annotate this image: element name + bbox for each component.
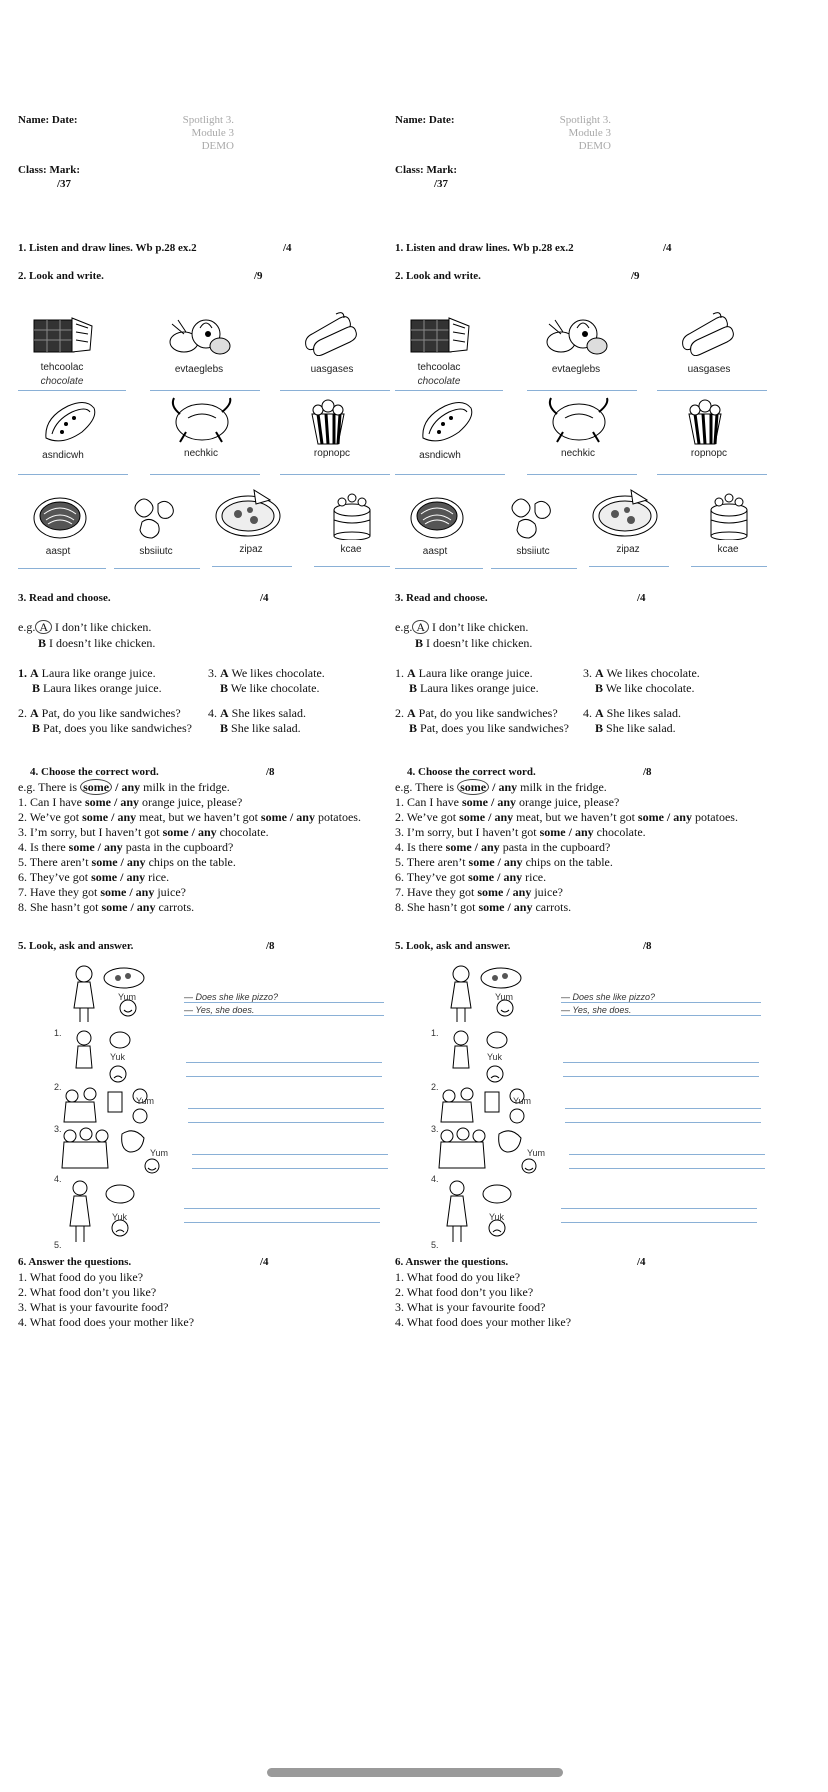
pasta-icon: [409, 494, 465, 540]
section2-score: /9: [631, 270, 640, 282]
word-2: evtaeglebs: [174, 364, 224, 375]
s3-q2-b[interactable]: B Pat, does you like sandwiches?: [409, 721, 569, 735]
example-answer: chocolate: [417, 376, 461, 387]
answer-line-1[interactable]: [395, 390, 503, 391]
s5-line-2b[interactable]: [188, 1122, 384, 1123]
answer-line-2[interactable]: [527, 390, 637, 391]
biscuits-icon: [128, 494, 180, 542]
sausages-icon: [300, 312, 360, 356]
section4-title: 4. Choose the correct word.: [30, 766, 159, 778]
s5-mood-2: Yum: [513, 1096, 532, 1106]
cake-icon: [328, 488, 376, 540]
s5-mood-1: Yuk: [110, 1052, 126, 1062]
section2-score: /9: [254, 270, 263, 282]
s5-mood-0: Yum: [118, 992, 137, 1002]
word-3: uasgases: [310, 364, 354, 375]
s3-q3-a[interactable]: 3. A We likes chocolate.: [208, 666, 325, 680]
s3-q4-a[interactable]: 4. A She likes salad.: [583, 706, 681, 720]
s5-line-1a[interactable]: [563, 1062, 759, 1063]
s5-line-0b: [184, 1015, 384, 1016]
s5-line-4b[interactable]: [561, 1222, 757, 1223]
s3-q3-b[interactable]: B We like chocolate.: [220, 681, 320, 695]
s5-line-4a[interactable]: [561, 1208, 757, 1209]
s5-example-answer: — Yes, she does.: [184, 1005, 255, 1015]
food-picture-grid: [395, 310, 767, 574]
word-9: zipaz: [616, 544, 640, 555]
popcorn-icon: [685, 396, 725, 446]
s5-mood-4: Yuk: [112, 1212, 128, 1222]
s5-example-question: — Does she like pizzo?: [184, 992, 279, 1002]
section4-score: /8: [266, 766, 275, 778]
section1-title: 1. Listen and draw lines. Wb p.28 ex.2: [395, 242, 574, 254]
s3-example-a: e.g. A I don’t like chicken.: [18, 620, 152, 634]
section1-title: 1. Listen and draw lines. Wb p.28 ex.2: [18, 242, 197, 254]
s5-num-2: 2.: [54, 1082, 62, 1092]
section3-title: 3. Read and choose.: [395, 592, 488, 604]
worksheet-left: [18, 0, 408, 1792]
s5-mood-2: Yum: [136, 1096, 155, 1106]
s5-line-0b: [561, 1015, 761, 1016]
word-10: kcae: [717, 544, 739, 555]
s5-line-0a: [184, 1002, 384, 1003]
answer-line-4[interactable]: [18, 474, 128, 475]
s6-questions: [18, 1270, 194, 1330]
s4-line-2[interactable]: 2. We’ve got some / any meat, but we haven’t got some / any potatoes.: [395, 810, 738, 824]
example-answer: chocolate: [40, 376, 84, 387]
word-4: asndicwh: [42, 450, 84, 461]
s4-line-6[interactable]: 6. They’ve got some / any rice.: [18, 870, 170, 884]
demo-label: DEMO: [201, 140, 234, 152]
s6-question-2: 2. What food don’t you like?: [18, 1285, 157, 1299]
section5-title: 5. Look, ask and answer.: [395, 940, 511, 952]
word-1: tehcoolac: [417, 362, 461, 373]
answer-line-9[interactable]: [212, 566, 292, 567]
name-date-label: Name: Date:: [18, 114, 78, 126]
sandwich-icon: [419, 398, 477, 446]
s3-q4-b[interactable]: B She like salad.: [595, 721, 676, 735]
chocolate-icon: [32, 314, 96, 356]
s4-line-2[interactable]: 2. We’ve got some / any meat, but we haven’t got some / any potatoes.: [18, 810, 361, 824]
section6-title: 6. Answer the questions.: [395, 1256, 509, 1268]
answer-line-9[interactable]: [589, 566, 669, 567]
demo-label: DEMO: [578, 140, 611, 152]
s4-line-7[interactable]: 7. Have they got some / any juice?: [395, 885, 563, 899]
s5-num-4: 4.: [54, 1174, 62, 1184]
section5-score: /8: [266, 940, 275, 952]
s4-example: e.g. There is some / any milk in the fridge.: [18, 780, 230, 794]
spotlight-label: Spotlight 3.: [182, 114, 234, 126]
s5-num-5: 5.: [431, 1240, 439, 1250]
s6-question-4: 4. What food does your mother like?: [18, 1315, 195, 1329]
answer-line-4[interactable]: [395, 474, 505, 475]
s5-line-2a[interactable]: [565, 1108, 761, 1109]
s6-question-3: 3. What is your favourite food?: [395, 1300, 546, 1314]
spotlight-label: Spotlight 3.: [559, 114, 611, 126]
answer-line-1[interactable]: [18, 390, 126, 391]
circled-answer: A: [35, 620, 52, 634]
s3-q3-a[interactable]: 3. A We likes chocolate.: [583, 666, 700, 680]
s6-questions: [395, 1270, 571, 1330]
s4-line-6[interactable]: 6. They’ve got some / any rice.: [395, 870, 547, 884]
s5-line-1b[interactable]: [186, 1076, 382, 1077]
s5-num-3: 3.: [431, 1124, 439, 1134]
answer-line-3[interactable]: [280, 390, 390, 391]
pizza-icon: [214, 486, 284, 538]
word-5: nechkic: [184, 448, 218, 459]
s5-mood-3: Yum: [150, 1148, 169, 1158]
s6-question-1: 1. What food do you like?: [18, 1270, 144, 1284]
popcorn-icon: [308, 396, 348, 446]
word-6: ropnopc: [690, 448, 728, 459]
s4-line-4[interactable]: 4. Is there some / any pasta in the cupboard?: [18, 840, 234, 854]
word-7: aaspt: [45, 546, 71, 557]
s5-line-3a[interactable]: [192, 1154, 388, 1155]
word-1: tehcoolac: [40, 362, 84, 373]
s4-line-4[interactable]: 4. Is there some / any pasta in the cupboard?: [395, 840, 611, 854]
s5-num-1: 1.: [54, 1028, 62, 1038]
s5-line-3b[interactable]: [569, 1168, 765, 1169]
s5-example-answer: — Yes, she does.: [561, 1005, 632, 1015]
answer-line-5[interactable]: [527, 474, 637, 475]
pizza-icon: [591, 486, 661, 538]
s5-picture-panel: [431, 964, 765, 1250]
answer-line-10[interactable]: [691, 566, 767, 567]
s4-line-3[interactable]: 3. I’m sorry, but I haven’t got some / any chocolate.: [18, 825, 269, 839]
pasta-icon: [32, 494, 88, 540]
spotlight-watermark: [531, 114, 611, 153]
section3-title: 3. Read and choose.: [18, 592, 111, 604]
s5-line-2b[interactable]: [565, 1122, 761, 1123]
s5-line-2a[interactable]: [188, 1108, 384, 1109]
answer-line-8[interactable]: [491, 568, 577, 569]
word-6: ropnopc: [313, 448, 351, 459]
s5-figures-icon: [435, 964, 555, 1248]
sandwich-icon: [42, 398, 100, 446]
word-3: uasgases: [687, 364, 731, 375]
class-mark-label: Class: Mark:: [395, 164, 458, 176]
s6-question-1: 1. What food do you like?: [395, 1270, 521, 1284]
s5-num-3: 3.: [54, 1124, 62, 1134]
s4-lines: [18, 780, 361, 915]
answer-line-6[interactable]: [280, 474, 390, 475]
s3-q4-a[interactable]: 4. A She likes salad.: [208, 706, 306, 720]
answer-line-5[interactable]: [150, 474, 260, 475]
s5-line-3a[interactable]: [569, 1154, 765, 1155]
s4-example: e.g. There is some / any milk in the fridge.: [395, 780, 607, 794]
section6-score: /4: [637, 1256, 646, 1268]
s6-question-4: 4. What food does your mother like?: [395, 1315, 572, 1329]
s3-q1-b[interactable]: B Laura likes orange juice.: [32, 681, 162, 695]
word-8: sbsiiutc: [139, 546, 173, 557]
biscuits-icon: [505, 494, 557, 542]
s5-mood-1: Yuk: [487, 1052, 503, 1062]
s5-figures-icon: [58, 964, 178, 1248]
spotlight-watermark: [154, 114, 234, 153]
section1-score: /4: [663, 242, 672, 254]
chocolate-icon: [409, 314, 473, 356]
module-label: Module 3: [191, 127, 234, 139]
word-8: sbsiiutc: [516, 546, 550, 557]
section2-title: 2. Look and write.: [18, 270, 104, 282]
chicken-icon: [543, 394, 613, 446]
section6-score: /4: [260, 1256, 269, 1268]
s6-question-3: 3. What is your favourite food?: [18, 1300, 169, 1314]
word-5: nechkic: [561, 448, 595, 459]
s5-num-5: 5.: [54, 1240, 62, 1250]
sausages-icon: [677, 312, 737, 356]
home-indicator[interactable]: [267, 1768, 563, 1777]
word-7: aaspt: [422, 546, 448, 557]
s5-mood-3: Yum: [527, 1148, 546, 1158]
cake-icon: [705, 488, 753, 540]
vegetables-icon: [541, 314, 611, 358]
s3-q2-a[interactable]: 2. A Pat, do you like sandwiches?: [18, 706, 181, 720]
s5-num-4: 4.: [431, 1174, 439, 1184]
answer-line-3[interactable]: [657, 390, 767, 391]
s4-line-1[interactable]: 1. Can I have some / any orange juice, please?: [18, 795, 243, 809]
s3-q1-a[interactable]: 1. A Laura like orange juice.: [395, 666, 533, 680]
section2-title: 2. Look and write.: [395, 270, 481, 282]
s3-q1-b[interactable]: B Laura likes orange juice.: [409, 681, 539, 695]
class-mark-label: Class: Mark:: [18, 164, 81, 176]
section6-title: 6. Answer the questions.: [18, 1256, 132, 1268]
word-2: evtaeglebs: [551, 364, 601, 375]
s4-line-8[interactable]: 8. She hasn’t got some / any carrots.: [18, 900, 195, 914]
s5-picture-panel: [54, 964, 388, 1250]
answer-line-10[interactable]: [314, 566, 390, 567]
word-9: zipaz: [239, 544, 263, 555]
s5-line-0a: [561, 1002, 761, 1003]
s5-mood-4: Yuk: [489, 1212, 505, 1222]
s4-line-5[interactable]: 5. There aren’t some / any chips on the table.: [18, 855, 236, 869]
s5-num-2: 2.: [431, 1082, 439, 1092]
section4-title: 4. Choose the correct word.: [407, 766, 536, 778]
section3-score: /4: [637, 592, 646, 604]
section5-title: 5. Look, ask and answer.: [18, 940, 134, 952]
mark-total: /37: [434, 178, 449, 190]
s6-question-2: 2. What food don’t you like?: [395, 1285, 534, 1299]
food-picture-grid: [18, 310, 390, 574]
s4-line-7[interactable]: 7. Have they got some / any juice?: [18, 885, 186, 899]
s3-q2-b[interactable]: B Pat, does you like sandwiches?: [32, 721, 192, 735]
s4-line-5[interactable]: 5. There aren’t some / any chips on the table.: [395, 855, 613, 869]
answer-line-7[interactable]: [395, 568, 483, 569]
mark-total: /37: [57, 178, 72, 190]
s5-line-4b[interactable]: [184, 1222, 380, 1223]
answer-line-7[interactable]: [18, 568, 106, 569]
s3-example-b: B I doesn’t like chicken.: [38, 636, 156, 650]
module-label: Module 3: [568, 127, 611, 139]
s4-line-1[interactable]: 1. Can I have some / any orange juice, please?: [395, 795, 620, 809]
s3-example-b: B I doesn’t like chicken.: [415, 636, 533, 650]
s5-mood-0: Yum: [495, 992, 514, 1002]
s5-line-1b[interactable]: [563, 1076, 759, 1077]
section3-score: /4: [260, 592, 269, 604]
answer-line-8[interactable]: [114, 568, 200, 569]
word-10: kcae: [340, 544, 362, 555]
s5-num-1: 1.: [431, 1028, 439, 1038]
s3-q3-b[interactable]: B We like chocolate.: [595, 681, 695, 695]
section4-score: /8: [643, 766, 652, 778]
s5-line-3b[interactable]: [192, 1168, 388, 1169]
section1-score: /4: [283, 242, 292, 254]
word-4: asndicwh: [419, 450, 461, 461]
name-date-label: Name: Date:: [395, 114, 455, 126]
answer-line-6[interactable]: [657, 474, 767, 475]
s3-example-a: e.g. A I don’t like chicken.: [395, 620, 529, 634]
s3-q4-b[interactable]: B She like salad.: [220, 721, 301, 735]
answer-line-2[interactable]: [150, 390, 260, 391]
s4-lines: [395, 780, 738, 915]
chicken-icon: [166, 394, 236, 446]
s5-example-question: — Does she like pizzo?: [561, 992, 656, 1002]
s3-q2-a[interactable]: 2. A Pat, do you like sandwiches?: [395, 706, 558, 720]
s4-line-3[interactable]: 3. I’m sorry, but I haven’t got some / any chocolate.: [395, 825, 646, 839]
vegetables-icon: [164, 314, 234, 358]
s5-line-1a[interactable]: [186, 1062, 382, 1063]
section5-score: /8: [643, 940, 652, 952]
s3-q1-a[interactable]: 1. A Laura like orange juice.: [18, 666, 156, 680]
s4-line-8[interactable]: 8. She hasn’t got some / any carrots.: [395, 900, 572, 914]
s5-line-4a[interactable]: [184, 1208, 380, 1209]
circled-answer: A: [412, 620, 429, 634]
worksheet-right: [395, 0, 785, 1792]
